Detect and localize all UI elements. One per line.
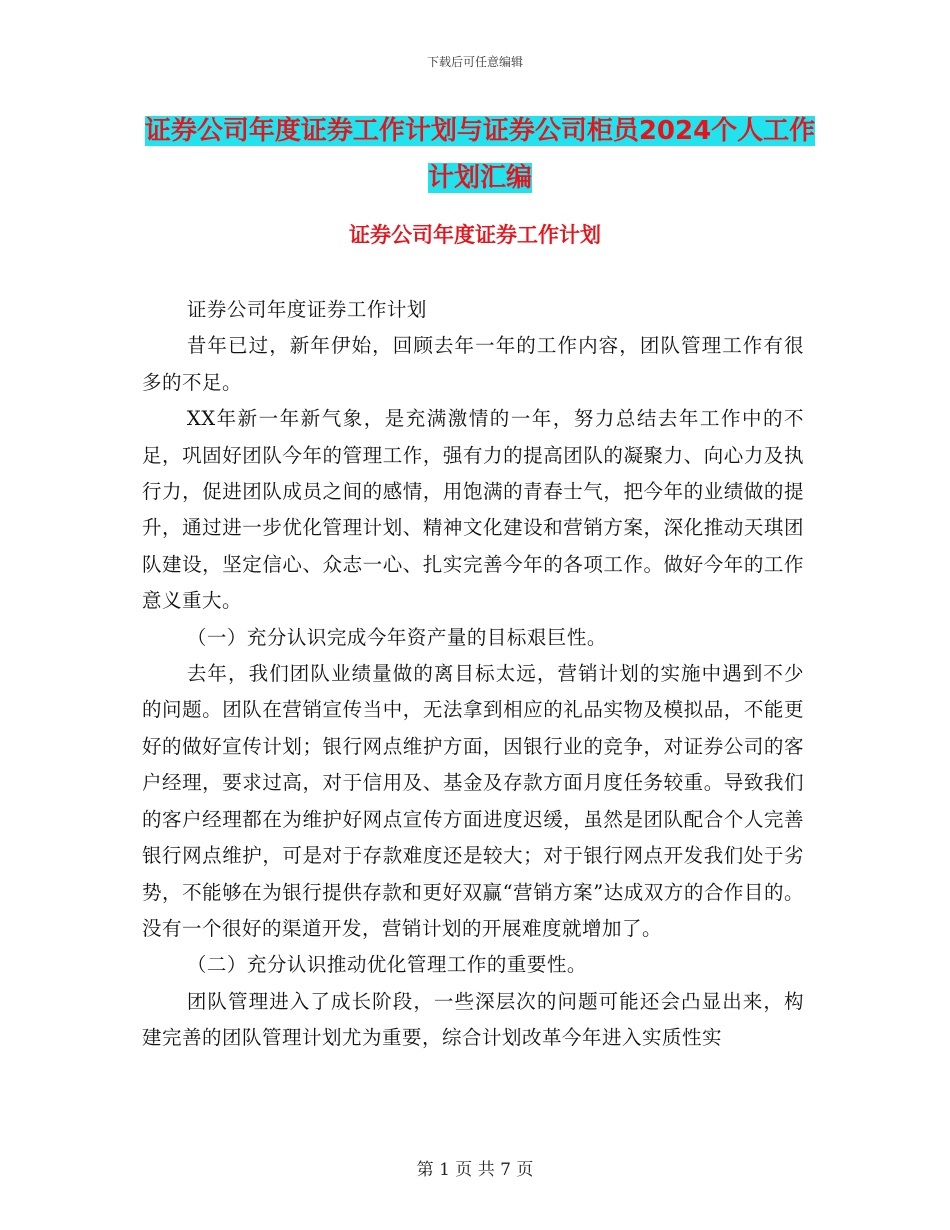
paragraph: XX年新一年新气象，是充满激情的一年，努力总结去年工作中的不足，巩固好团队今年的管理工作，强有力的提高团队的凝聚力、向心力及执行力，促进团队成员之间的感情，用饱满的青春士气，把今年的业绩做的提升，通过进一步优化管理计划、精神文化建设和营销方案，深化推动天琪团队建设，坚定信心、众志一心、扎实完善今年的各项工作。做好今年的工作意义重大。: [142, 407, 804, 613]
page-footer: 第 1 页 共 7 页: [416, 1160, 534, 1180]
document-body: [142, 292, 804, 1057]
paragraph: 去年，我们团队业绩量做的离目标太远，营销计划的实施中遇到不少的问题。团队在营销宣传当中，无法拿到相应的礼品实物及模拟品，不能更好的做好宣传计划；银行网点维护方面，因银行业的竞争，对证券公司的客户经理，要求过高，对于信用及、基金及存款方面月度任务较重。导致我们的客户经理都在为维护好网点宣传方面进度迟缓，虽然是团队配合个人完善银行网点维护，可是对于存款难度还是较大；对于银行网点开发我们处于劣势，不能够在为银行提供存款和更好双赢“营销方案”达成双方的合作目的。没有一个很好的渠道开发，营销计划的开展难度就增加了。: [142, 662, 804, 940]
document-title: [140, 108, 820, 202]
paragraph: 团队管理进入了成长阶段，一些深层次的问题可能还会凸显出来，构建完善的团队管理计划尤为重要，综合计划改革今年进入实质性实: [142, 989, 804, 1050]
header-note: 下载后可任意编辑: [426, 55, 523, 69]
paragraph: （二）充分认识推动优化管理工作的重要性。: [186, 953, 587, 977]
paragraph: （一）充分认识完成今年资产量的目标艰巨性。: [186, 625, 607, 649]
section-title: 证券公司年度证券工作计划: [349, 223, 601, 247]
paragraph: 证券公司年度证券工作计划: [186, 298, 427, 321]
document-title-text: 证券公司年度证券工作计划与证券公司柜员2024个人工作计划汇编: [144, 116, 816, 193]
paragraph: 昔年已过，新年伊始，回顾去年一年的工作内容，团队管理工作有很多的不足。: [142, 334, 804, 394]
